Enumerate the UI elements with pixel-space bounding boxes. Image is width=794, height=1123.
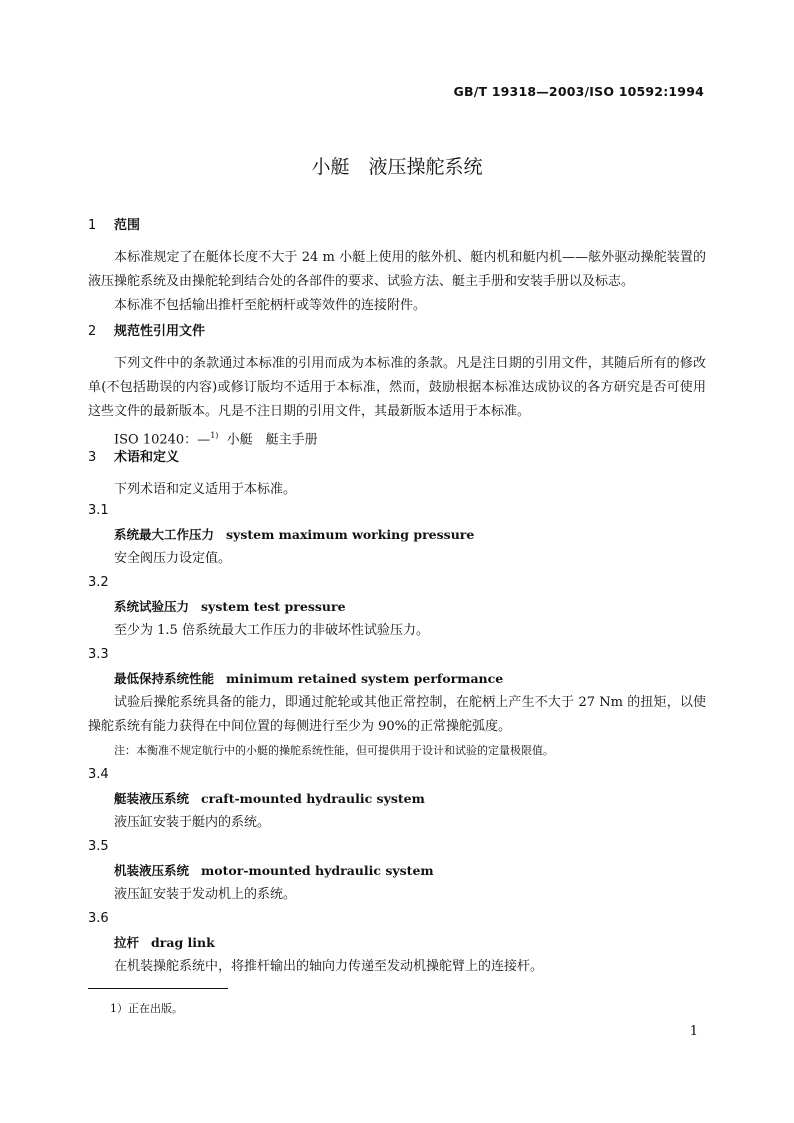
normative-paragraph: 下列文件中的条款通过本标准的引用而成为本标准的条款。凡是注日期的引用文件，其随后所有的修改单(不包括勘误的内容)或修订版均不适用于本标准，然而，鼓励根据本标准达成协议的各方研究是否可使用这些文件的最新版本。凡是不注日期的引用文件，其最新版本适用于本标准。 (88, 356, 706, 419)
terms-intro: 下列术语和定义适用于本标准。 (114, 482, 297, 497)
section-number: 1 (88, 218, 97, 233)
footnote-marker: 1) (210, 431, 219, 440)
term-number: 3.2 (88, 575, 109, 590)
term-zh: 拉杆 (114, 935, 140, 950)
section-2-heading (88, 320, 706, 344)
scope-paragraph-1: 本标准规定了在艇体长度不大于 24 m 小艇上使用的舷外机、艇内机和艇内机——舷外驱动操舵装置的液压操舵系统及由操舵轮到结合处的各部件的要求、试验方法、艇主手册和安装手册以及标志。 (88, 250, 706, 289)
term-definition: 安全阀压力设定值。 (114, 551, 232, 566)
term-definition: 试验后操舵系统具备的能力，即通过舵轮或其他正常控制，在舵柄上产生不大于 27 Nm 的扭矩，以使操舵系统有能力获得在中间位置的每侧进行至少为 90%的正常操舵弧度。 (88, 695, 706, 734)
term-heading (88, 523, 706, 547)
term-definition: 至少为 1.5 倍系统最大工作压力的非破坏性试验压力。 (114, 623, 429, 638)
footnote-divider (88, 988, 228, 989)
section-3-heading (88, 446, 706, 470)
term-zh: 艇装液压系统 (114, 791, 190, 806)
term-heading (88, 787, 706, 811)
page-number: 1 (689, 1024, 698, 1039)
section-1-heading (88, 214, 706, 238)
section-3 (88, 446, 706, 979)
section-2 (88, 320, 706, 452)
term-en: drag link (151, 935, 215, 950)
term-note: 注：本衡准不规定航行中的小艇的操舵系统性能，但可提供用于设计和试验的定量极限值。 (114, 744, 554, 757)
term-zh: 最低保持系统性能 (114, 671, 215, 686)
term-heading (88, 595, 706, 619)
term-number: 3.1 (88, 503, 109, 518)
reference-title: 小艇 艇主手册 (226, 432, 318, 448)
term-number: 3.4 (88, 767, 109, 782)
term-zh: 机装液压系统 (114, 863, 190, 878)
term-en: motor-mounted hydraulic system (201, 863, 434, 878)
term-zh: 系统试验压力 (114, 599, 190, 614)
term-zh: 系统最大工作压力 (114, 527, 215, 542)
term-number: 3.5 (88, 839, 109, 854)
term-en: system test pressure (201, 599, 346, 614)
term-number: 3.3 (88, 647, 109, 662)
section-number: 3 (88, 450, 97, 465)
section-title: 术语和定义 (114, 450, 180, 465)
section-1 (88, 214, 706, 318)
term-heading (88, 931, 706, 955)
term-en: system maximum working pressure (226, 527, 475, 542)
term-number: 3.6 (88, 911, 109, 926)
term-definition: 液压缸安装于发动机上的系统。 (114, 887, 297, 902)
term-heading (88, 667, 706, 691)
scope-paragraph-2: 本标准不包括输出推杆至舵柄杆或等效件的连接附件。 (114, 298, 427, 313)
term-definition: 在机装操舵系统中，将推杆输出的轴向力传递至发动机操舵臂上的连接杆。 (114, 959, 544, 974)
document-title: 小艇 液压操舵系统 (311, 156, 483, 178)
term-definition: 液压缸安装于艇内的系统。 (114, 815, 271, 830)
section-number: 2 (88, 324, 97, 339)
term-en: minimum retained system performance (226, 671, 504, 686)
section-title: 规范性引用文件 (114, 324, 206, 339)
standard-code: GB/T 19318—2003/ISO 10592:1994 (453, 84, 704, 99)
section-title: 范围 (114, 218, 141, 233)
reference-code: ISO 10240：— (114, 432, 211, 448)
term-heading (88, 859, 706, 883)
term-en: craft-mounted hydraulic system (201, 791, 425, 806)
footnote: 1）正在出版。 (110, 1002, 183, 1015)
